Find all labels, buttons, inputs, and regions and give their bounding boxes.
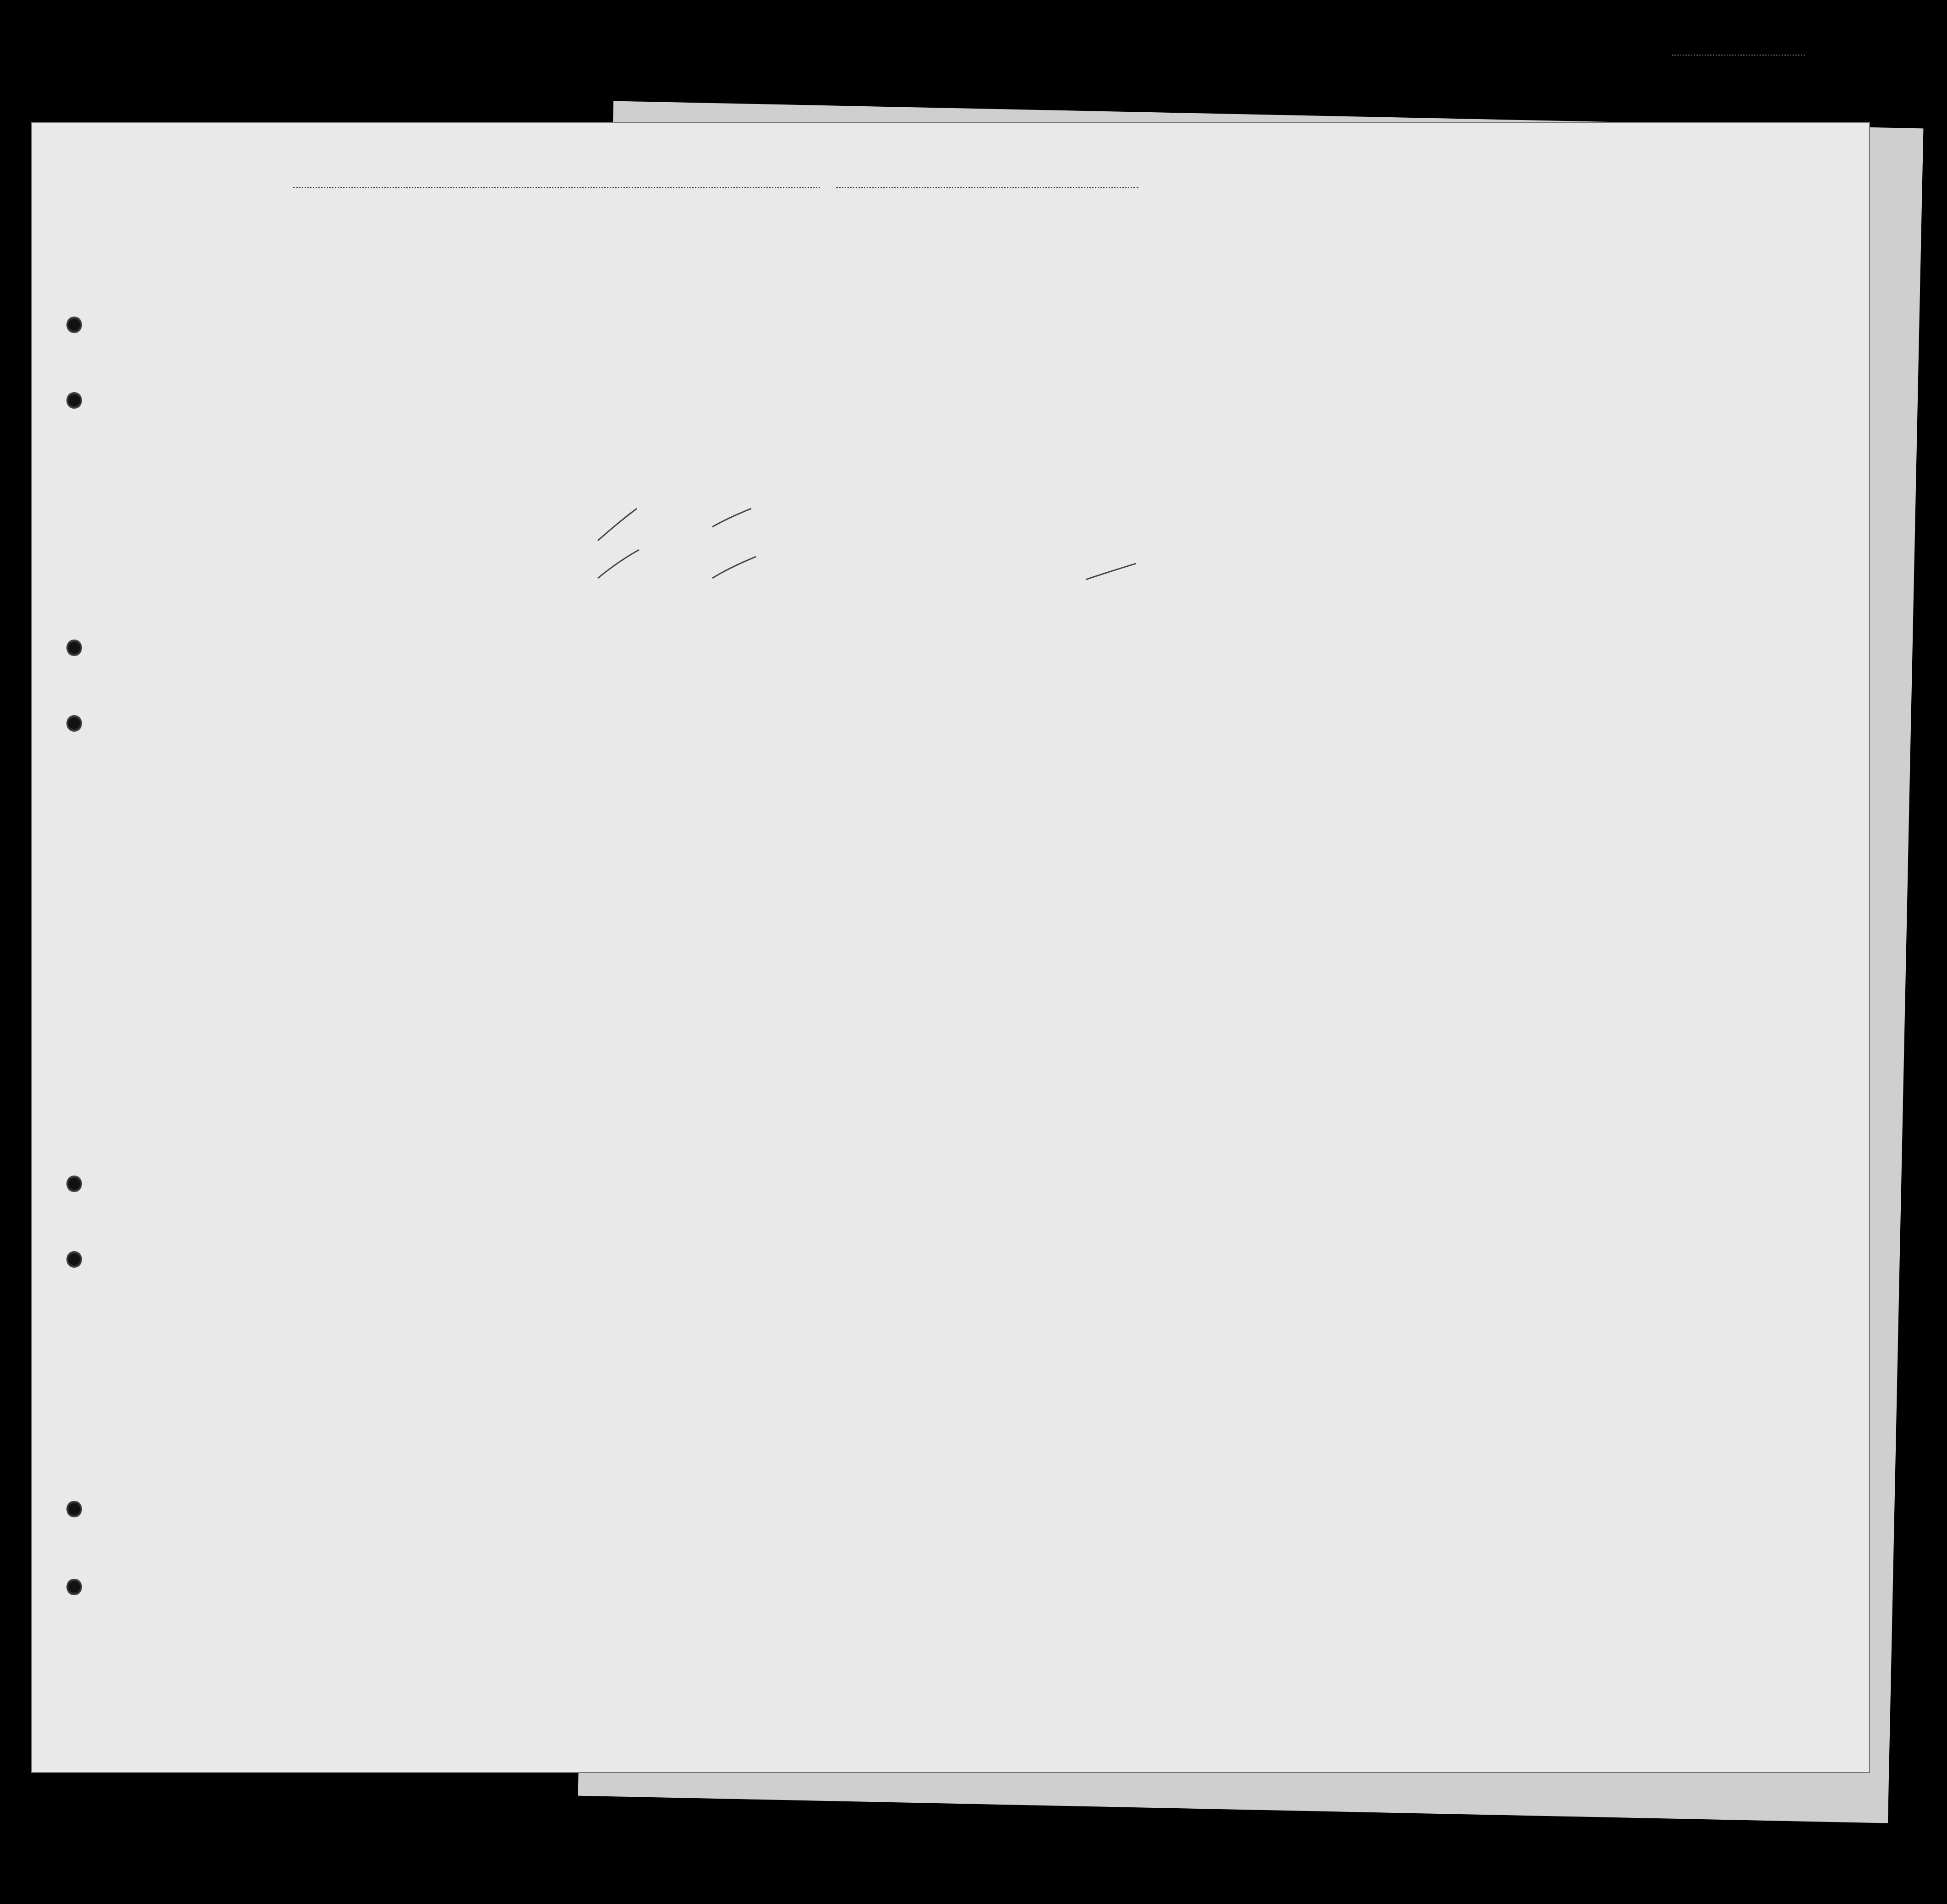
check-stroke — [598, 509, 637, 541]
check-stroke — [1086, 564, 1136, 580]
check-stroke — [712, 557, 756, 578]
check-stroke — [598, 550, 639, 578]
check-stroke — [712, 509, 751, 527]
